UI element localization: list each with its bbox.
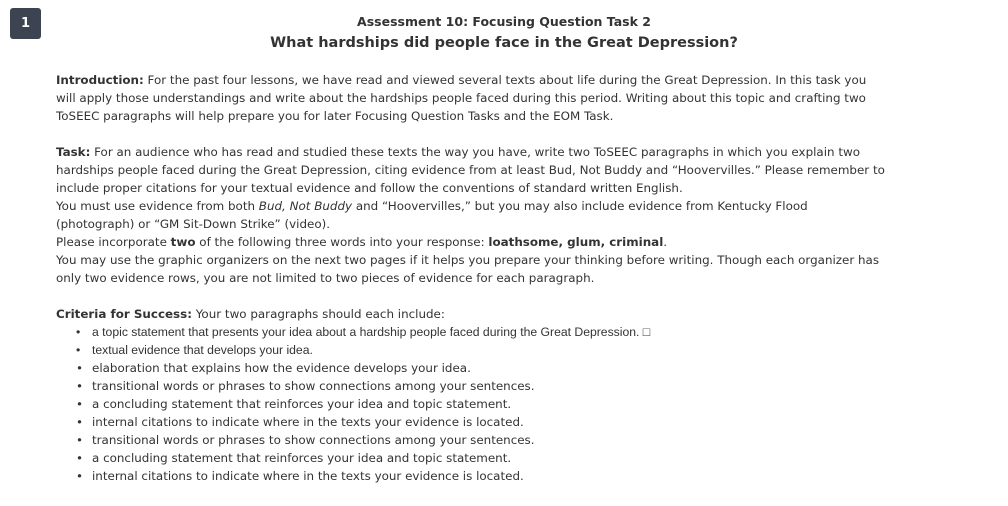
task-paragraph: [56, 143, 886, 197]
evidence-before: You must use evidence from both: [56, 199, 259, 213]
spacer: [56, 125, 886, 143]
criteria-item: • a concluding statement that reinforces your idea and topic statement.: [56, 449, 886, 467]
words-end: .: [663, 235, 668, 249]
criteria-item: • internal citations to indicate where in the texts your evidence is located.: [56, 467, 886, 485]
criteria-item: • internal citations to indicate where in the texts your evidence is located.: [56, 413, 886, 431]
evidence-book-title: Bud, Not Buddy: [258, 199, 353, 213]
criteria-text: Your two paragraphs should each include:: [191, 307, 445, 321]
evidence-requirement: [56, 197, 886, 233]
vocabulary-requirement: [56, 233, 886, 251]
spacer: [56, 287, 886, 305]
evidence-after: and “Hoovervilles,” but you may also include evidence from Kentucky Flood (photograph) or “GM Sit-Down Strike” (video).: [56, 199, 808, 231]
criteria-list: [56, 323, 886, 485]
criteria-intro: [56, 305, 886, 323]
vocabulary-words: loathsome, glum, criminal: [488, 235, 664, 249]
criteria-item: • a topic statement that presents your idea about a hardship people faced during the Great Depression. □: [56, 323, 886, 341]
organizer-note: You may use the graphic organizers on the next two pages if it helps you prepare your thinking before writing. Though each organizer has only two evidence rows, you are not limited to two pieces of evidence for each paragraph.: [56, 253, 880, 285]
introduction-label: Introduction:: [56, 73, 144, 87]
task-label: Task:: [56, 145, 91, 159]
criteria-item: • transitional words or phrases to show connections among your sentences.: [56, 377, 886, 395]
words-middle: of the following three words into your response:: [195, 235, 489, 249]
criteria-item: • elaboration that explains how the evidence develops your idea.: [56, 359, 886, 377]
task-text: For an audience who has read and studied these texts the way you have, write two ToSEEC paragraphs in which you explain two hardships people faced during the Great Depression, citing evidence from at least Bud, Not Buddy and “Hoovervilles.” Please remember to include proper citations for your textual evidence and follow the conventions of standard written English.: [56, 145, 885, 195]
introduction-paragraph: [56, 71, 886, 125]
assessment-subtitle: Assessment 10: Focusing Question Task 2: [357, 14, 651, 29]
criteria-label: Criteria for Success:: [56, 307, 192, 321]
criteria-item: • transitional words or phrases to show connections among your sentences.: [56, 431, 886, 449]
criteria-item: • textual evidence that develops your idea.: [56, 341, 886, 359]
criteria-item: • a concluding statement that reinforces your idea and topic statement.: [56, 395, 886, 413]
page-number-badge: 1: [10, 8, 41, 39]
introduction-text: For the past four lessons, we have read and viewed several texts about life during the Great Depression. In this task you will apply those understandings and write about the hardships people faced during this period. Writing about this topic and crafting two ToSEEC paragraphs will help prepare you for later Focusing Question Tasks and the EOM Task.: [56, 73, 867, 123]
words-before: Please incorporate: [56, 235, 171, 249]
focusing-question-title: What hardships did people face in the Great Depression?: [270, 35, 738, 51]
task-content: [56, 71, 886, 485]
words-count: two: [170, 235, 196, 249]
